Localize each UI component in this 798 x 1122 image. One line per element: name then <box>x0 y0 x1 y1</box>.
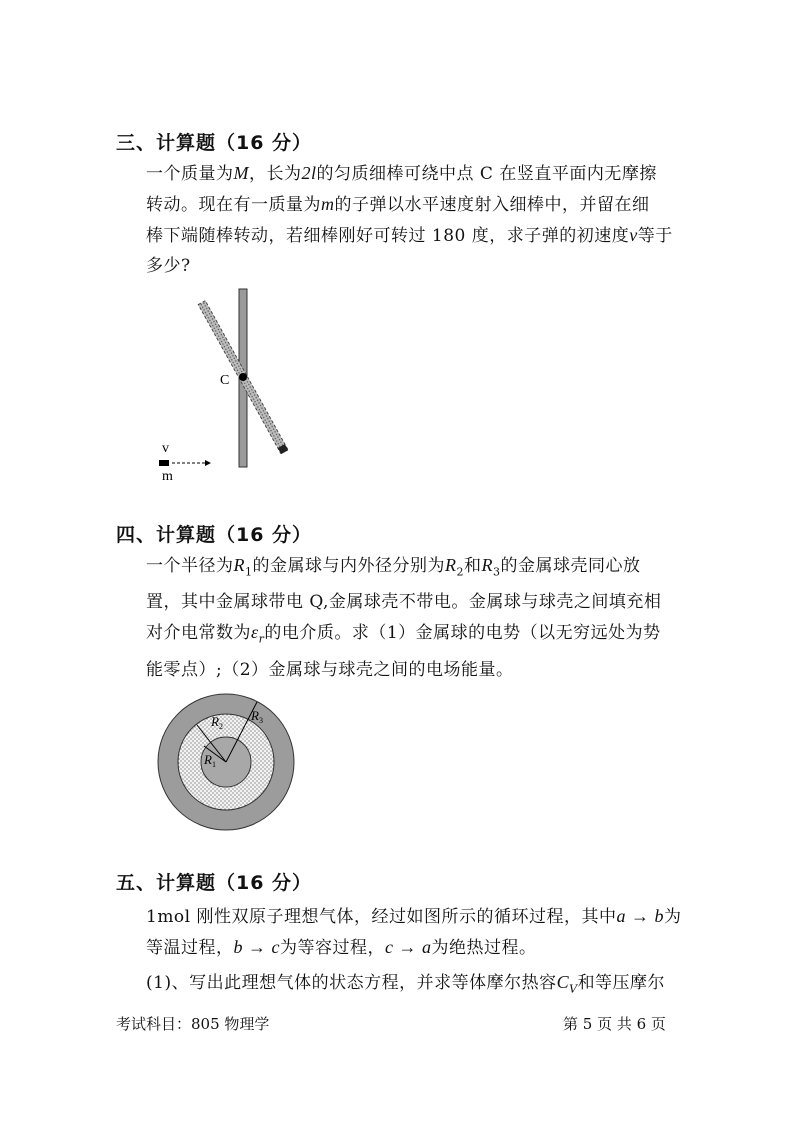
label-r2: $R_2$ <box>211 714 223 731</box>
section4-heading: 四、计算题（16 分） <box>116 524 313 546</box>
section5-heading: 五、计算题（16 分） <box>116 872 313 894</box>
footer-page-number: 第 5 页 共 6 页 <box>563 1015 666 1033</box>
label-r1: $R_1$ <box>204 752 216 769</box>
section5-line-1: 1mol 刚性双原子理想气体，经过如图所示的循环过程，其中a → b为 <box>146 906 682 927</box>
rotating-rod-figure <box>150 280 310 480</box>
pivot-point <box>239 373 247 381</box>
section3-line-1: 一个质量为M，长为2l的匀质细棒可绕中点 C 在竖直平面内无摩擦 <box>146 163 657 184</box>
section3-heading: 三、计算题（16 分） <box>116 132 313 154</box>
section4-line-2: 置，其中金属球带电 Q,金属球壳不带电。金属球与球壳之间填充相 <box>146 592 662 613</box>
arrow-head <box>205 460 211 466</box>
section5-line-2: 等温过程，b → c为等容过程，c → a为绝热过程。 <box>146 937 537 958</box>
section4-line-1: 一个半径为$R_1$的金属球与内外径分别为$R_2$和$R_3$的金属球壳同心放 <box>146 555 641 579</box>
section3-line-3: 棒下端随棒转动，若细棒刚好可转过 180 度，求子弹的初速度v等于 <box>146 225 673 246</box>
section3-line-4: 多少? <box>146 256 191 276</box>
section4-problem <box>146 550 706 685</box>
section4-line-4: 能零点）;（2）金属球与球壳之间的电场能量。 <box>146 659 514 680</box>
section4-line-3: 对介电常数为$\varepsilon_r$的电介质。求（1）金属球的电势（以无穷远处为势 <box>146 622 661 646</box>
section3-line-2: 转动。现在有一质量为m的子弹以水平速度射入细棒中，并留在细 <box>146 194 650 215</box>
concentric-spheres-figure <box>152 688 302 838</box>
label-c: C <box>220 373 230 388</box>
section5-line-3: (1)、写出此理想气体的状态方程，并求等体摩尔热容$C_V$和等压摩尔 <box>146 972 666 996</box>
bullet <box>159 460 169 466</box>
label-r3: $R_3$ <box>251 708 263 725</box>
label-v: v <box>162 441 169 456</box>
section3-problem <box>146 158 706 281</box>
section5-problem <box>146 901 706 1004</box>
footer-subject: 考试科目：805 物理学 <box>116 1015 270 1033</box>
label-m: m <box>162 469 173 480</box>
